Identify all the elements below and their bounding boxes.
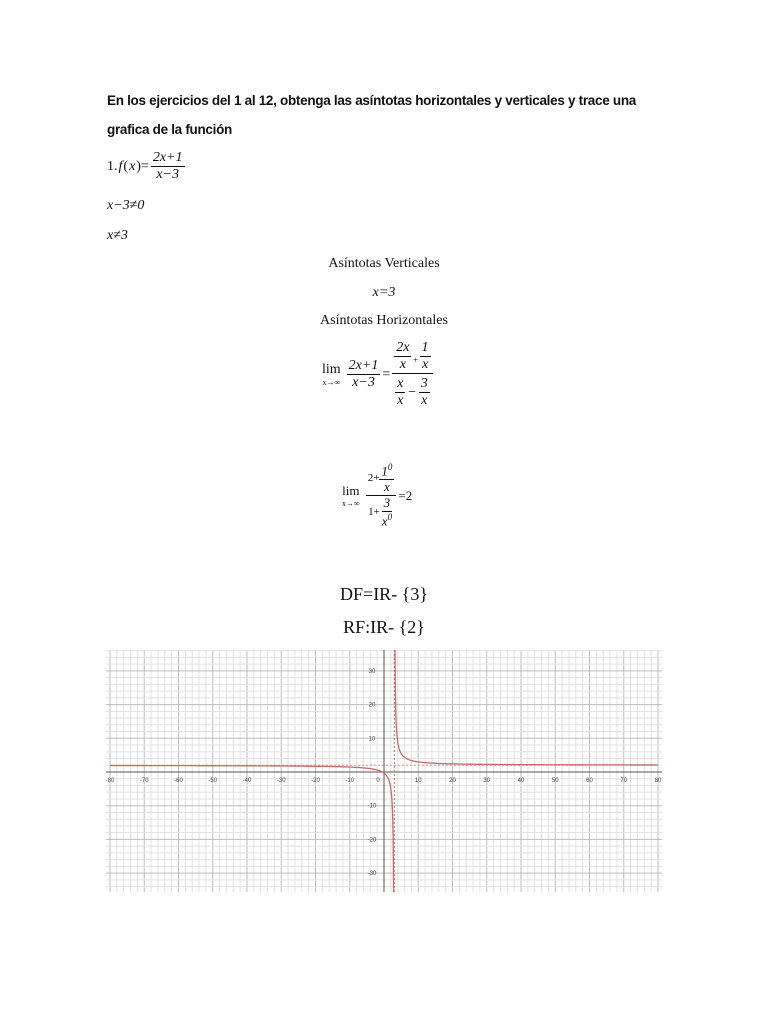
step-den-b: x (421, 357, 429, 373)
function-name: f (118, 158, 123, 174)
x-tick-label: 60 (586, 778, 593, 784)
limit-numerator: 2x+1 (347, 358, 381, 375)
x-tick-label: -50 (208, 778, 218, 784)
limit2-top-sup: 0 (387, 462, 393, 472)
limit2-bot-sup: 0 (387, 512, 393, 523)
condition-1: x−3≠0 (107, 198, 145, 213)
exercise-label: 1. (107, 158, 118, 174)
function-graph (106, 650, 662, 892)
fraction-numerator: 2x+1 (151, 150, 185, 167)
limit2-result: =2 (398, 487, 413, 503)
y-tick-label: -30 (367, 871, 377, 878)
step-den-a: x (399, 357, 406, 373)
x-tick-label: -60 (174, 778, 183, 784)
x-tick-label: -40 (242, 778, 252, 784)
x-tick-label: -20 (311, 778, 320, 784)
function-var: x (129, 158, 136, 174)
step-num-b: 1 (420, 340, 431, 357)
vertical-asymptotes-title: Asíntotas Verticales (328, 256, 440, 271)
x-tick-label: 10 (414, 778, 422, 784)
y-tick-label: 10 (368, 736, 376, 743)
exercise-1: 1. f ( x )= $\frac{2x+1}{x-3}$ (107, 150, 183, 183)
limit2-fraction (366, 462, 397, 529)
fraction-denominator: x−3 (156, 167, 180, 183)
step-den-den-a: x (397, 393, 404, 409)
function-fraction (151, 150, 185, 183)
x-tick-label: -80 (106, 778, 115, 784)
x-tick-label: 30 (483, 778, 491, 784)
limit-denominator: x−3 (352, 375, 375, 391)
x-tick-label: 40 (517, 778, 525, 784)
intro-line-1: En los ejercicios del 1 al 12, obtenga las asíntotas horizontales y verticales y trace una (107, 93, 636, 108)
y-tick-label: 30 (368, 668, 376, 675)
x-tick-label: 50 (551, 778, 559, 784)
step-den-num-a: x (395, 376, 405, 393)
horizontal-asymptotes-title: Asíntotas Horizontales (320, 313, 448, 328)
limit-expression-1: lim x→∞ $\frac{2x+1}{x-3}$ = $\frac{2x}{x}$ + $\frac{1}{x}$ $\frac{x}{x}$ − $\frac{3}{x}$ (322, 340, 433, 409)
y-tick-label: -10 (367, 803, 377, 810)
x-tick-label: 70 (620, 778, 628, 784)
vertical-asymptote-value: x=3 (372, 285, 396, 300)
step-den-den-b: x (421, 393, 428, 409)
intro-line-2: grafica de la función (107, 122, 232, 137)
range-text: RF:IR- {2} (343, 617, 425, 637)
limit2-top-den: x (384, 479, 390, 495)
x-tick-label: 80 (654, 778, 662, 784)
limit2-bot-num: 3 (383, 495, 391, 511)
x-tick-label: -30 (276, 778, 286, 784)
limit2-top-a: 2+ (367, 472, 380, 485)
limit-subscript: x→∞ (322, 378, 341, 388)
limit-expression-2 (342, 462, 412, 529)
step-den-num-b: 3 (419, 376, 430, 393)
limit2-top-num: 1 (381, 463, 388, 479)
y-tick-label: 20 (368, 702, 376, 709)
x-tick-label: 20 (449, 778, 456, 784)
x-tick-label: -70 (139, 778, 149, 784)
step-num-a: 2x (394, 340, 411, 357)
x-tick-label: -10 (345, 778, 355, 784)
limit2-bot-den: x (381, 513, 388, 529)
domain-text: DF=IR- {3} (340, 584, 428, 604)
x-tick-label: 0 (376, 778, 380, 784)
limit-label: lim (322, 362, 341, 378)
limit-step-fraction: $\frac{2x}{x}$ + $\frac{1}{x}$ $\frac{x}{x}$ − $\frac{3}{x}$ (392, 340, 432, 409)
limit2-bot-a: 1+ (368, 506, 380, 519)
condition-2: x≠3 (107, 228, 128, 243)
limit2-subscript: x→∞ (342, 499, 360, 509)
limit2-label: lim (342, 483, 360, 499)
y-tick-label: -20 (367, 837, 377, 844)
